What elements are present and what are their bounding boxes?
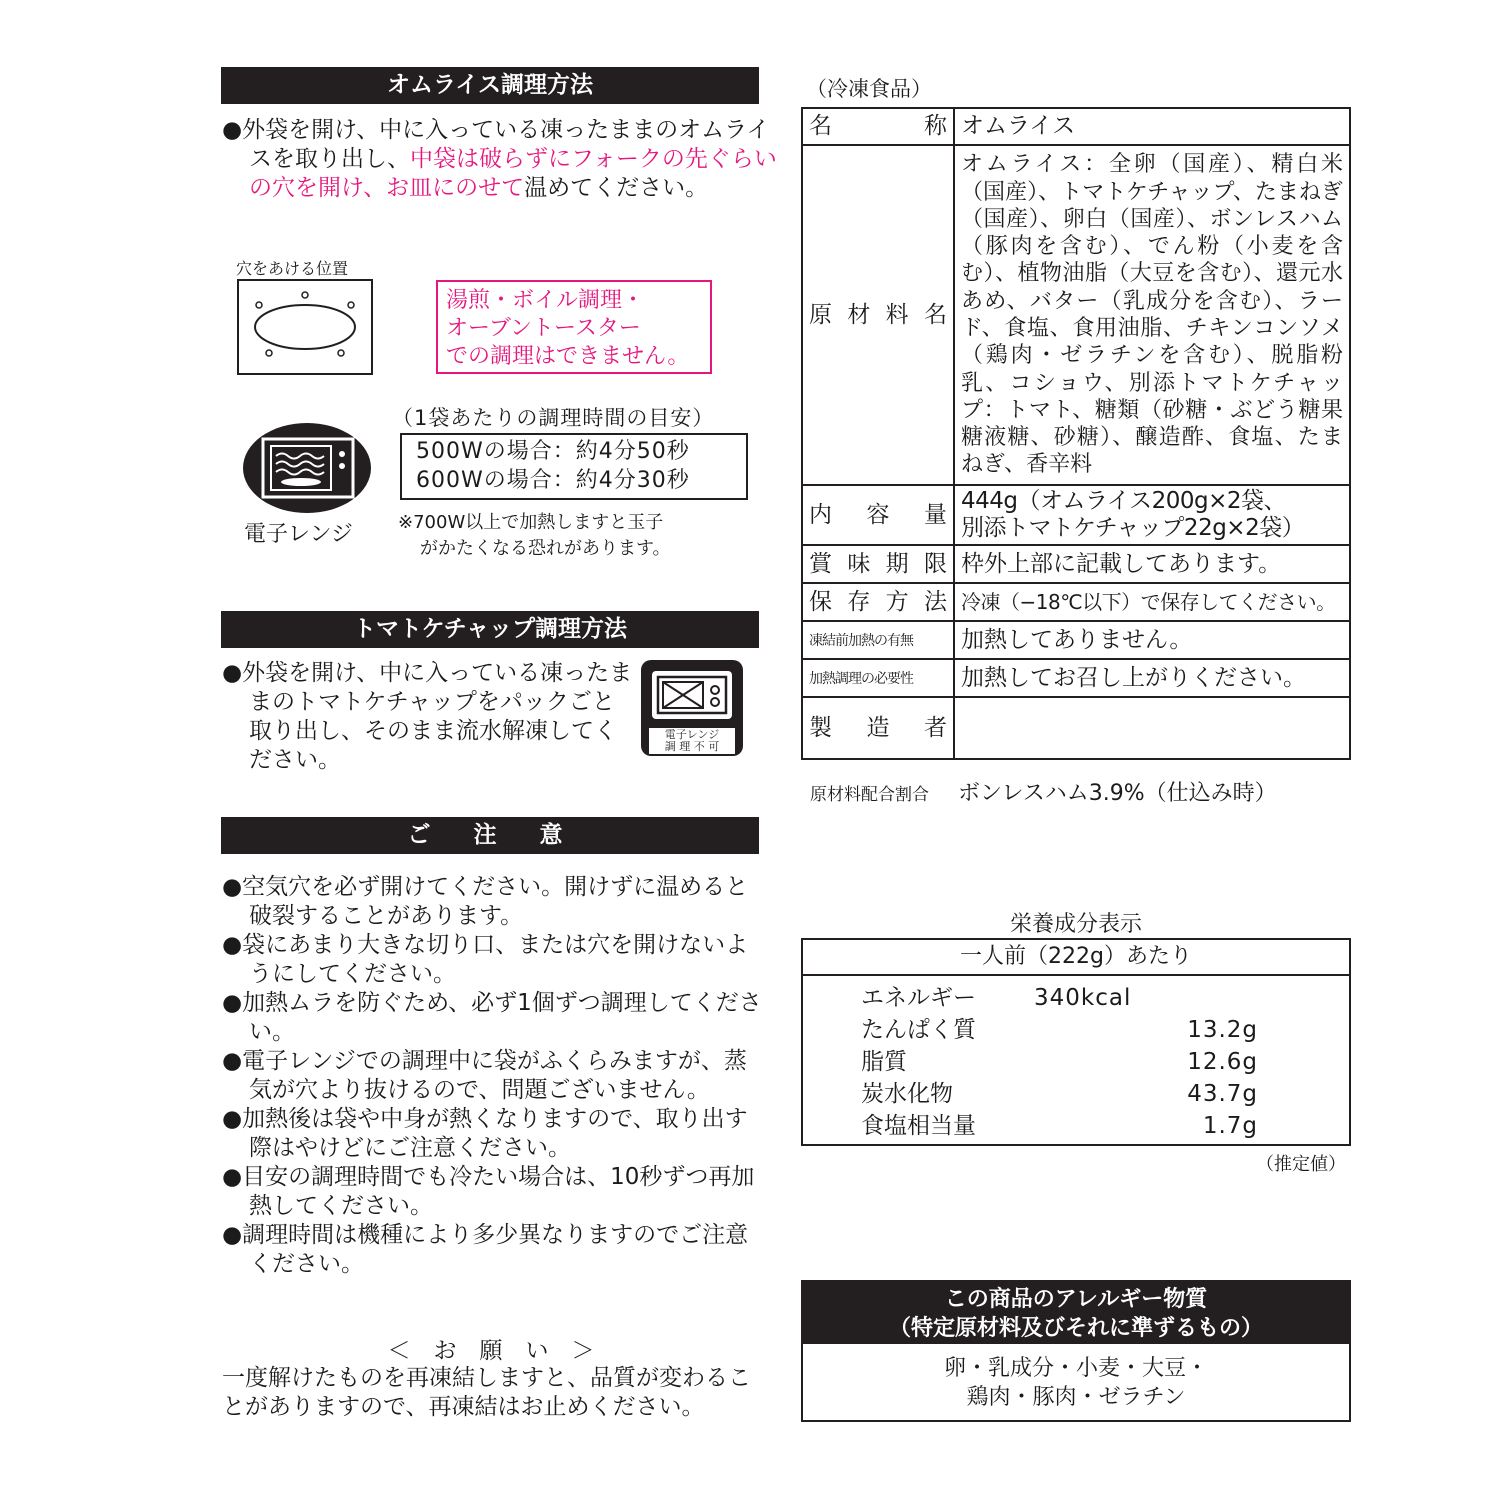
- nutrition-rows: [803, 976, 1349, 1142]
- nutrition-estimate-note: （推定値）: [1256, 1154, 1346, 1175]
- request-text: 一度解けたものを再凍結しますと、品質が変わることがありますので、再凍結はお止めください。: [222, 1365, 751, 1420]
- microwave-label: 電子レンジ: [244, 522, 353, 547]
- value-ingredients: オムライス：全卵（国産）、精白米（国産）、トマトケチャップ、たまねぎ（国産）、卵白（国産）、ボンレスハム（豚肉を含む）、でん粉（小麦を含む）、植物油脂（大豆を含む）、還元水あめ、バター（乳成分を含む）、ラード、食塩、食用油脂、チキンコンソメ（鶏肉・ゼラチンを含む）、脱脂粉乳、コショウ、別添トマトケチャップ：トマト、糖類（砂糖・ぶどう糖果糖液糖、砂糖）、醸造酢、食塩、たまねぎ、香辛料: [954, 145, 1350, 485]
- instruction-plain: ●外袋を開け、中に入っている凍ったままのオムライスを取り出し、: [222, 117, 770, 172]
- nutrition-row: [861, 982, 1349, 1014]
- label-manufacturer: 製 造 者: [802, 697, 954, 759]
- no-microwave-icon: [641, 660, 743, 756]
- cooking-time-box: [400, 433, 748, 500]
- hole-position-label: 穴をあける位置: [236, 259, 349, 278]
- ketchup-cooking-title: トマトケチャップ調理方法: [221, 611, 759, 648]
- nutrition-title: 栄養成分表示: [1009, 912, 1142, 937]
- omurice-instruction: [222, 116, 789, 203]
- nutrient-name: エネルギー: [861, 985, 976, 1011]
- warning-line: 湯煎・ボイル調理・: [446, 288, 645, 313]
- label-expiry: 賞 味 期 限: [802, 545, 954, 583]
- allergen-line: 卵・乳成分・小麦・大豆・: [943, 1356, 1208, 1381]
- time-600w: 600Wの場合：約4分30秒: [416, 468, 690, 493]
- ratio-label: 原材料配合割合: [810, 785, 929, 805]
- row-name: [802, 108, 1350, 145]
- row-cooking-need: [802, 659, 1350, 697]
- nutrition-row: [861, 1046, 1349, 1078]
- value-cooking-need: 加熱してお召し上がりください。: [954, 659, 1350, 697]
- nutrient-name: たんぱく質: [861, 1017, 976, 1043]
- warning-line: オーブントースター: [446, 316, 641, 341]
- content-line: 別添トマトケチャップ22g×2袋）: [961, 515, 1305, 541]
- request-title: ＜ お 願 い ＞: [387, 1338, 595, 1364]
- hole-position-diagram: [237, 279, 373, 375]
- microwave-icon: [241, 422, 373, 514]
- caution-item: ●調理時間は機種により多少異なりますのでご注意ください。: [222, 1222, 749, 1277]
- nutrient-value: 12.6g: [1187, 1049, 1258, 1075]
- nutrient-name: 食塩相当量: [861, 1113, 976, 1139]
- caution-item: ●袋にあまり大きな切り口、または穴を開けないようにしてください。: [222, 932, 749, 987]
- caution-title: ご 注 意: [221, 817, 759, 854]
- caution-item: ●電子レンジでの調理中に袋がふくらみますが、蒸気が穴より抜けるので、問題ございません。: [222, 1048, 747, 1103]
- label-cooking-need: 加熱調理の必要性: [802, 659, 954, 697]
- row-content: [802, 485, 1350, 545]
- nutrition-table: [801, 938, 1351, 1146]
- caution-item: ●加熱ムラを防ぐため、必ず1個ずつ調理してください。: [222, 990, 762, 1045]
- nutrient-name: 炭水化物: [861, 1081, 953, 1107]
- label-ingredients: 原 材 料 名: [802, 145, 954, 485]
- value-manufacturer: [954, 697, 1350, 759]
- nutrition-row: [861, 1078, 1349, 1110]
- nutrition-serving: 一人前（222g）あたり: [803, 940, 1349, 976]
- allergen-line: 鶏肉・豚肉・ゼラチン: [966, 1385, 1186, 1410]
- product-info-table: [801, 107, 1351, 760]
- no-microwave-label: [649, 728, 735, 754]
- value-name: オムライス: [954, 108, 1350, 145]
- row-ingredients: [802, 145, 1350, 485]
- high-wattage-note: [398, 510, 671, 562]
- label-preheated: 凍結前加熱の有無: [802, 621, 954, 659]
- food-category: （冷凍食品）: [806, 77, 932, 101]
- cooking-method-warning: [436, 280, 712, 374]
- allergen-title: [803, 1282, 1349, 1344]
- allergen-title-line: この商品のアレルギー物質: [944, 1287, 1208, 1312]
- row-expiry: [802, 545, 1350, 583]
- no-microwave-line: 電子レンジ: [664, 728, 720, 741]
- instruction-pink: 中袋は破らずにフォークの先ぐらいの穴を開け、お皿にのせて: [249, 146, 777, 201]
- content-line: 444g（オムライス200g×2袋、: [961, 488, 1286, 514]
- row-manufacturer: [802, 697, 1350, 759]
- crossed-microwave-icon: [649, 668, 735, 722]
- caution-item: ●加熱後は袋や中身が熱くなりますので、取り出す際はやけどにご注意ください。: [222, 1106, 748, 1161]
- note-line: がかたくなる恐れがあります。: [420, 538, 671, 559]
- nutrient-name: 脂質: [861, 1049, 907, 1075]
- value-expiry: 枠外上部に記載してあります。: [954, 545, 1350, 583]
- label-name: 名 称: [802, 108, 954, 145]
- value-preheated: 加熱してありません。: [954, 621, 1350, 659]
- caution-item: ●目安の調理時間でも冷たい場合は、10秒ずつ再加熱してください。: [222, 1164, 755, 1219]
- label-storage: 保 存 方 法: [802, 583, 954, 621]
- instruction-end: 温めてください。: [524, 175, 709, 201]
- warning-line: での調理はできません。: [446, 344, 690, 369]
- allergen-items: [803, 1344, 1349, 1412]
- nutrient-value: 43.7g: [1187, 1081, 1258, 1107]
- time-500w: 500Wの場合：約4分50秒: [416, 439, 690, 464]
- value-storage: 冷凍（−18℃以下）で保存してください。: [954, 583, 1350, 621]
- note-line: ※700W以上で加熱しますと玉子: [398, 512, 664, 533]
- row-storage: [802, 583, 1350, 621]
- label-content: 内 容 量: [802, 485, 954, 545]
- nutrition-row: [861, 1110, 1349, 1142]
- value-content: [954, 485, 1350, 545]
- allergen-title-line: （特定原材料及びそれに準ずるもの）: [888, 1316, 1263, 1341]
- nutrient-value: 13.2g: [1187, 1017, 1258, 1043]
- ketchup-instruction: ●外袋を開け、中に入っている凍ったままのトマトケチャップをパックごと取り出し、そのまま流水解凍してください。: [222, 660, 633, 773]
- omurice-cooking-title: オムライス調理方法: [221, 67, 759, 104]
- allergen-box: [801, 1280, 1351, 1422]
- caution-list: [222, 873, 762, 1279]
- ingredient-ratio: [810, 776, 1277, 807]
- no-microwave-line: 調 理 不 可: [664, 740, 720, 753]
- nutrition-row: [861, 1014, 1349, 1046]
- ratio-value: ボンレスハム3.9%（仕込み時）: [958, 781, 1277, 806]
- nutrient-value: 1.7g: [1202, 1113, 1258, 1139]
- caution-item: ●空気穴を必ず開けてください。開けずに温めると破裂することがあります。: [222, 874, 749, 929]
- nutrient-value: 340kcal: [1034, 985, 1132, 1011]
- cooking-time-heading: （1袋あたりの調理時間の目安）: [392, 406, 715, 430]
- row-preheated: [802, 621, 1350, 659]
